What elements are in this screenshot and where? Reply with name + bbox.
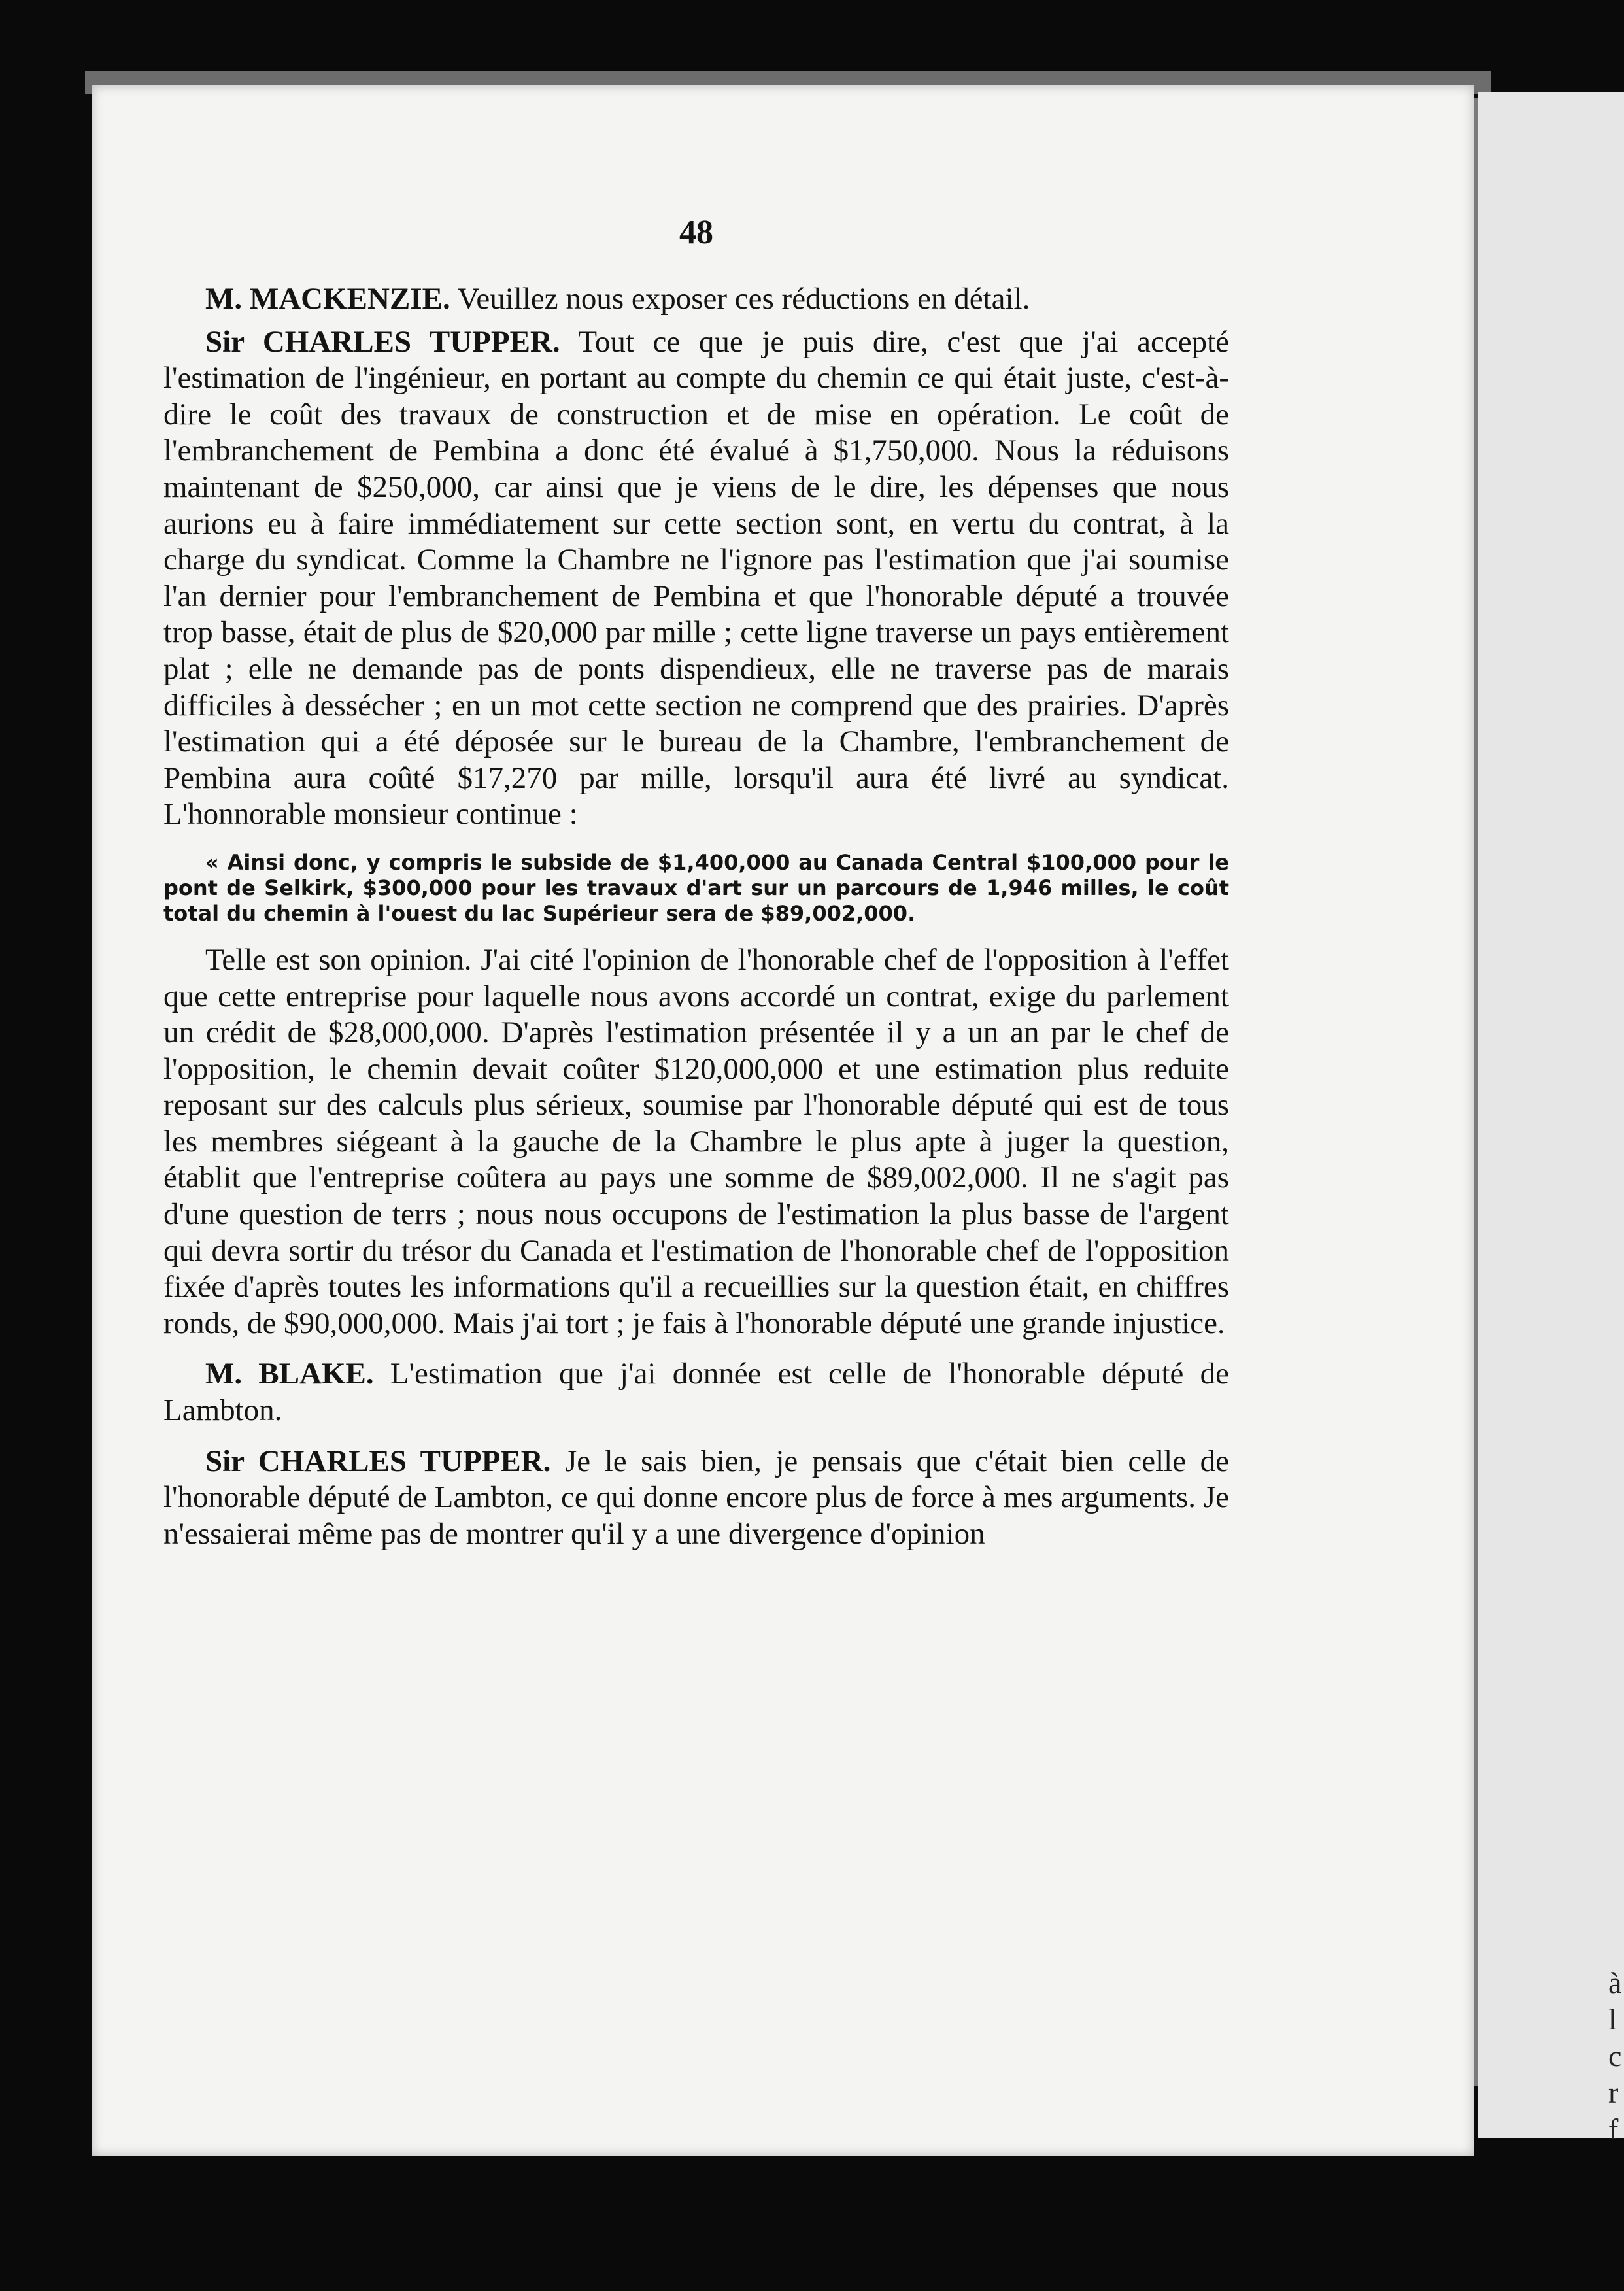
paragraph-text: Tout ce que je puis dire, c'est que j'ai accepté l'estimation de l'ingénieur, en portant au compte du chemin ce qui était juste, c'est-à-dire le coût des travaux de construction et de mise en opération. Le coût de l'embranchement de Pembina a donc été évalué à $1,750,000. Nous la réduisons maintenant de $250,000, car ainsi que je viens de le dire, les dépenses que nous aurions eu à faire immédiatement sur cette section sont, en vertu du contrat, à la charge du syndicat. Comme la Chambre ne l'ignore pas l'estimation que j'ai soumise l'an dernier pour l'embranchement de Pembina et que l'honorable député a trouvée trop basse, était de plus de $20,000 par mille ; cette ligne traverse un pays entièrement plat ; elle ne demande pas de ponts dispendieux, elle ne traverse pas de marais difficiles à dessécher ; en un mot cette section ne comprend que des prairies. D'après l'estimation qui a été déposée sur le bureau de la Chambre, l'embranchement de Pembina aura coûté $17,270 par mille, lorsqu'il aura été livré au syndicat. L'honnorable monsieur continue :: [163, 324, 1229, 832]
facing-fragment: l: [1608, 2003, 1617, 2036]
paragraph-text: L'estimation que j'ai donnée est celle de l'honorable député de Lambton.: [163, 1357, 1229, 1428]
paragraph-tupper: [163, 324, 1229, 833]
facing-fragment: r: [1608, 2076, 1619, 2109]
block-quote: « Ainsi donc, y compris le subside de $1,400,000 au Canada Central $100,000 pour le pont de Selkirk, $300,000 pour les travaux d'art sur un parcours de 1,946 milles, le coût total du chemin à l'ouest du lac Supérieur sera de $89,002,000.: [163, 849, 1229, 926]
paragraph-blake: [163, 1356, 1229, 1429]
paragraph-continuation: Telle est son opinion. J'ai cité l'opinion de l'honorable chef de l'opposition à l'effet que cette entreprise pour laquelle nous avons accordé un contrat, exige du parlement un crédit de $28,000,000. D'après l'estimation présentée il y a un an par le chef de l'opposition, le chemin devait coûter $120,000,000 et une estimation plus reduite reposant sur des calculs plus sérieux, soumise par l'honorable député qui est de tous les membres siégeant à la gauche de la Chambre le plus apte à juger la question, établit que l'entreprise coûtera au pays une somme de $89,002,000. Il ne s'agit pas d'une question de terrs ; nous nous occupons de l'estimation la plus basse de l'argent qui devra sortir du trésor du Canada et l'estimation de l'honorable chef de l'opposition fixée d'après toutes les informations qu'il a recueillies sur la question était, en chiffres ronds, de $90,000,000. Mais j'ai tort ; je fais à l'honorable député une grande injustice.: [163, 942, 1229, 1340]
facing-page-fragments: [1608, 1965, 1621, 2148]
facing-page: [1478, 92, 1624, 2146]
paragraph-text: Veuillez nous exposer ces réductions en détail.: [450, 282, 1030, 316]
paragraph-text: Je le sais bien, je pensais que c'était bien celle de l'honorable député de Lambton, ce qui donne encore plus de force à mes arguments. Je n'essaierai même pas de montrer qu'il y a une divergence d'opinion: [163, 1444, 1229, 1551]
speaker-name: Sir CHARLES TUPPER.: [205, 1444, 551, 1478]
facing-fragment: f: [1608, 2113, 1619, 2146]
speaker-name: M. BLAKE.: [205, 1357, 374, 1391]
paragraph-mackenzie: [163, 281, 1229, 318]
page-text: [163, 216, 1229, 1559]
facing-fragment: c: [1608, 2039, 1622, 2073]
facing-fragment: à: [1608, 1966, 1622, 1999]
paragraph-tupper-reply: [163, 1444, 1229, 1553]
speaker-name: Sir CHARLES TUPPER.: [205, 324, 560, 359]
page-number: 48: [679, 214, 713, 251]
speaker-name: M. MACKENZIE.: [205, 282, 450, 316]
